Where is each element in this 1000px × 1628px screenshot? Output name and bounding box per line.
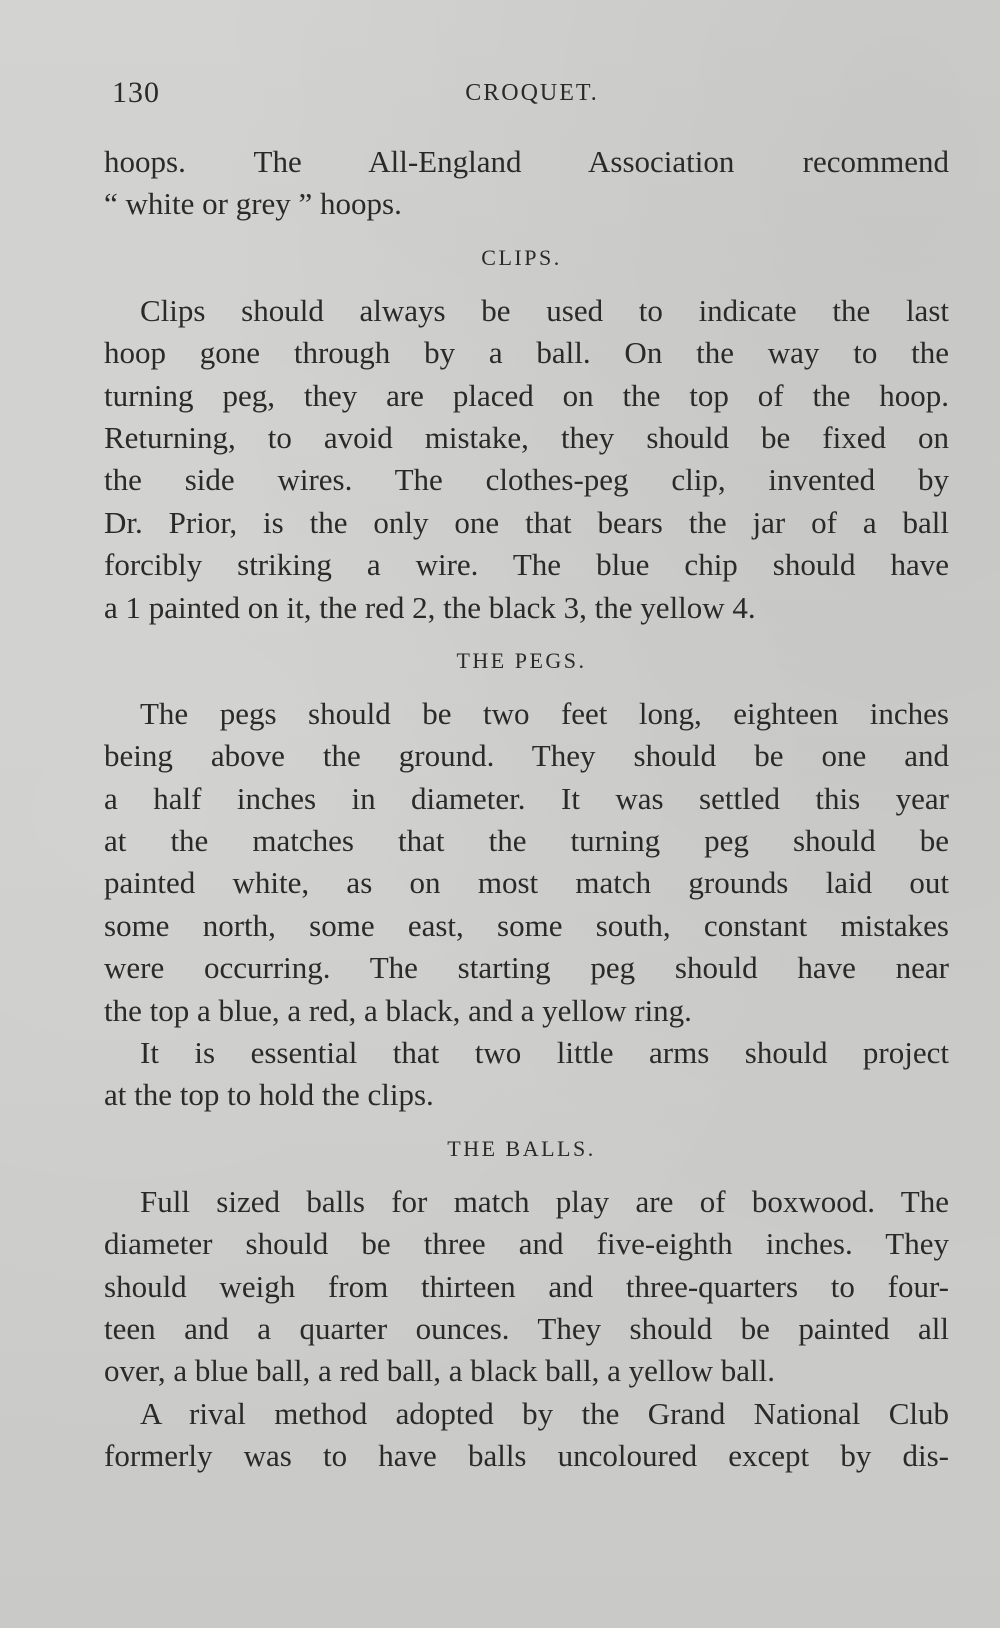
text-line: some north, some east, some south, constant mistakes [104,907,949,943]
text-line: should weigh from thirteen and three-quarters to four- [104,1268,949,1304]
text-line: hoop gone through by a ball. On the way to the [104,335,949,371]
page-number: 130 [112,76,160,109]
text-line: diameter should be three and five-eighth inches. They [104,1226,949,1262]
running-head: CROQUET. [465,80,599,106]
text-line: formerly was to have balls uncoloured except by dis- [104,1438,949,1474]
text-line: hoops. The All-England Association recommend [104,144,949,179]
text-line: Clips should always be used to indicate the last [140,292,949,328]
text-line: The pegs should be two feet long, eighteen inches [140,695,949,731]
page-header [112,76,912,116]
text-line: Full sized balls for match play are of boxwood. The [140,1183,949,1219]
text-line: a 1 painted on it, the red 2, the black 3, the yellow 4. [104,589,756,625]
text-line: at the matches that the turning peg should be [104,823,949,859]
text-line: the side wires. The clothes-peg clip, invented by [104,462,949,498]
text-line: being above the ground. They should be one and [104,738,949,774]
body-text [104,141,949,1478]
text-line: “ white or grey ” hoops. [104,186,402,222]
section-heading: THE BALLS. [447,1135,596,1161]
text-line: teen and a quarter ounces. They should be painted all [104,1310,949,1346]
text-line: were occurring. The starting peg should have near [104,950,949,986]
text-line: at the top to hold the clips. [104,1077,434,1113]
text-line: Dr. Prior, is the only one that bears the jar of a ball [104,504,949,540]
text-line: over, a blue ball, a red ball, a black ball, a yellow ball. [104,1353,776,1389]
text-line: forcibly striking a wire. The blue chip should have [104,547,949,583]
text-line: Returning, to avoid mistake, they should be fixed on [104,419,949,455]
text-line: It is essential that two little arms should project [140,1035,949,1071]
section-heading: THE PEGS. [456,647,587,673]
text-line: A rival method adopted by the Grand National Club [140,1395,949,1431]
text-line: a half inches in diameter. It was settled this year [104,780,949,816]
text-line: turning peg, they are placed on the top of the hoop. [104,377,949,413]
text-line: painted white, as on most match grounds laid out [104,865,949,901]
text-line: the top a blue, a red, a black, and a yellow ring. [104,992,692,1028]
section-heading: CLIPS. [481,244,562,270]
